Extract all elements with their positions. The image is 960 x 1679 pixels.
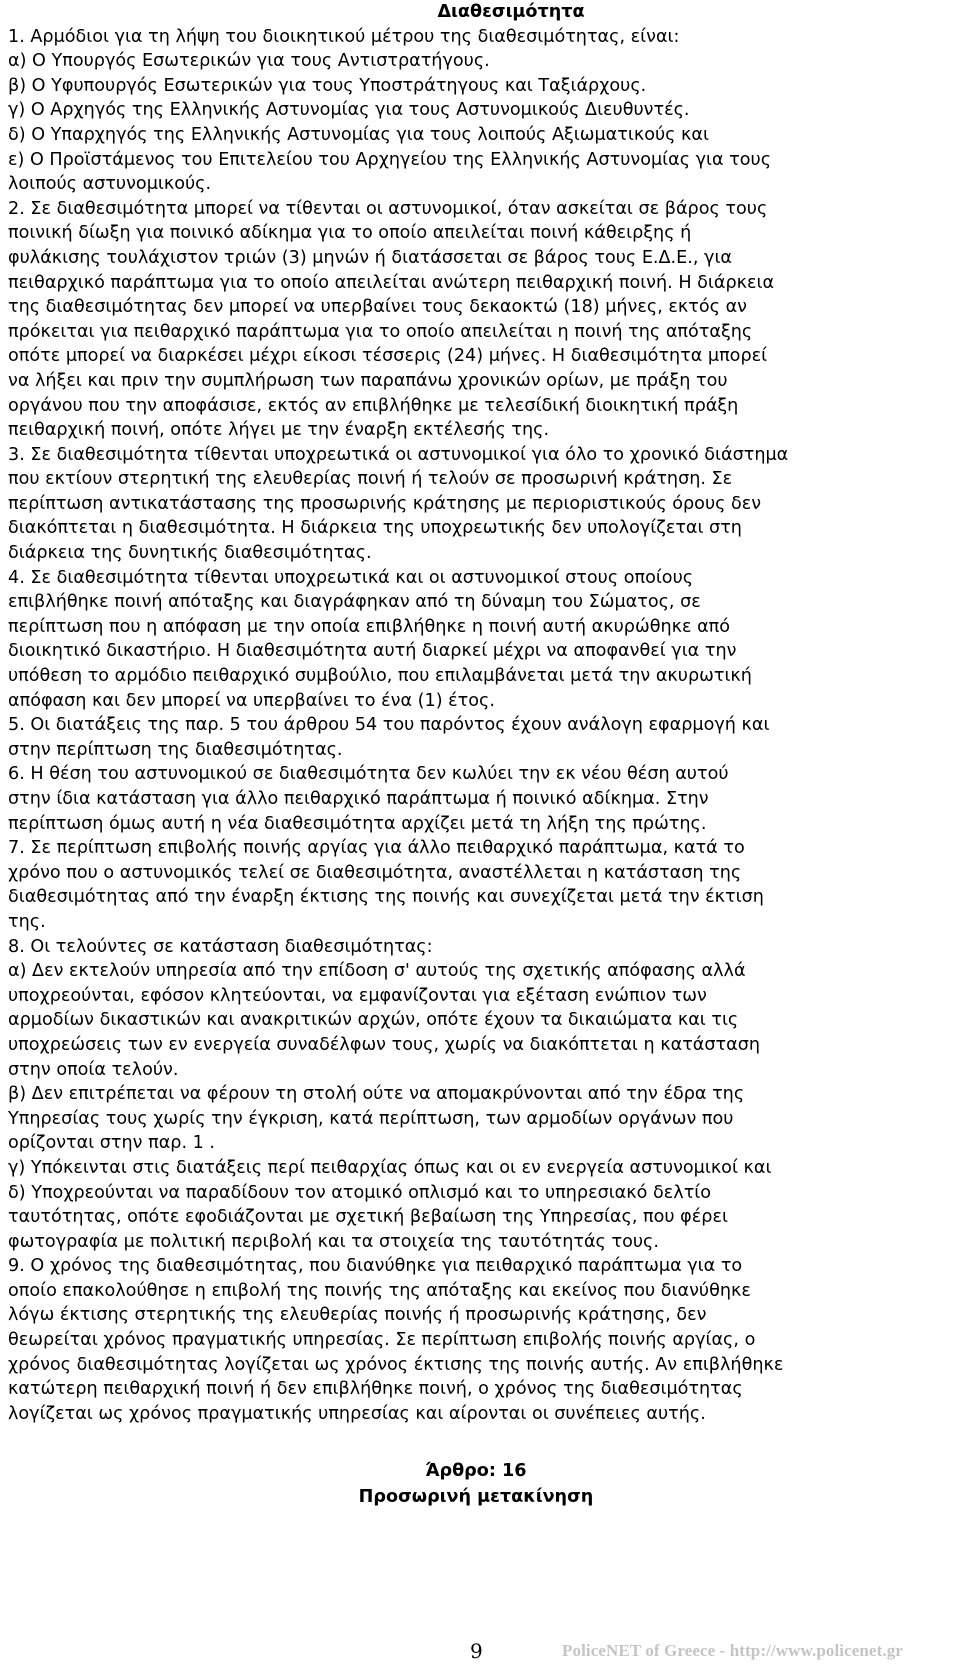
text-line: στην περίπτωση της διαθεσιμότητας. <box>8 739 343 760</box>
text-line: φυλάκισης τουλάχιστον τριών (3) μηνών ή διατάσσεται σε βάρος τους Ε.Δ.Ε., για <box>8 247 733 268</box>
text-line: α) Ο Υπουργός Εσωτερικών για τους Αντιστρατήγους. <box>8 51 490 72</box>
page-number: 9 <box>470 1639 483 1663</box>
section-heading: Διαθεσιμότητα <box>437 2 585 22</box>
text-line: λοιπούς αστυνομικούς. <box>8 174 212 195</box>
text-line: θεωρείται χρόνος πραγματικής υπηρεσίας. Σε περίπτωση επιβολής ποινής αργίας, ο <box>8 1330 756 1351</box>
text-line: στην ίδια κατάσταση για άλλο πειθαρχικό παράπτωμα ή ποινικό αδίκημα. Στην <box>8 789 709 809</box>
text-line: 2. Σε διαθεσιμότητα μπορεί να τίθενται οι αστυνομικοί, όταν ασκείται σε βάρος τους <box>8 198 768 219</box>
text-line: 3. Σε διαθεσιμότητα τίθενται υποχρεωτικά οι αστυνομικοί για όλο το χρονικό διάστημα <box>8 444 789 465</box>
text-line: αρμοδίων δικαστικών και ανακριτικών αρχών, οπότε έχουν τα δικαιώματα και τις <box>8 1010 739 1031</box>
section-spacer <box>8 1426 944 1458</box>
text-line: διάρκεια της δυνητικής διαθεσιμότητας. <box>8 543 372 564</box>
text-line: περίπτωση που η απόφαση με την οποία επιβλήθηκε η ποινή αυτή ακυρώθηκε από <box>8 616 731 637</box>
text-line: που εκτίουν στερητική της ελευθερίας ποινή ή τελούν σε προσωρινή κράτηση. Σε <box>8 469 733 490</box>
text-line: πρόκειται για πειθαρχικό παράπτωμα για το οποίο απειλείται η ποινή της απόταξης <box>8 321 753 342</box>
text-line: γ) Υπόκεινται στις διατάξεις περί πειθαρχίας όπως και οι εν ενεργεία αστυνομικοί και <box>8 1157 772 1178</box>
text-line: ε) Ο Προϊστάμενος του Επιτελείου του Αρχηγείου της Ελληνικής Αστυνομίας για τους <box>8 149 772 170</box>
text-line: περίπτωση αντικατάστασης της προσωρινής κράτησης με περιοριστικούς όρους δεν <box>8 493 762 514</box>
text-line: οπότε μπορεί να διαρκέσει μέχρι είκοσι τέσσερις (24) μήνες. Η διαθεσιμότητα μπορεί <box>8 346 768 367</box>
text-line: χρόνο που ο αστυνομικός τελεί σε διαθεσιμότητα, αναστέλλεται η κατάσταση της <box>8 862 742 883</box>
document-body <box>8 25 944 1427</box>
text-line: περίπτωση όμως αυτή η νέα διαθεσιμότητα αρχίζει μετά τη λήξη της πρώτης. <box>8 813 707 834</box>
text-line: πειθαρχική ποινή, οπότε λήγει με την έναρξη εκτέλεσής της. <box>8 420 550 441</box>
text-line: φωτογραφία με πολιτική περιβολή και τα στοιχεία της ταυτότητάς τους. <box>8 1231 659 1252</box>
text-line: οποίο επακολούθησε η επιβολή της ποινής της απόταξης και εκείνος που διανύθηκε <box>8 1280 751 1301</box>
text-line: 5. Οι διατάξεις της παρ. 5 του άρθρου 54 του παρόντος έχουν ανάλογη εφαρμογή και <box>8 715 770 736</box>
text-line: χρόνος διαθεσιμότητας λογίζεται ως χρόνος έκτισης της ποινής αυτής. Αν επιβλήθηκε <box>8 1354 784 1375</box>
text-line: λογίζεται ως χρόνος πραγματικής υπηρεσίας και αίρονται οι συνέπειες αυτής. <box>8 1403 706 1424</box>
text-line: 8. Οι τελούντες σε κατάσταση διαθεσιμότητας: <box>8 936 433 957</box>
text-line: Υπηρεσίας τους χωρίς την έγκριση, κατά περίπτωση, των αρμοδίων οργάνων που <box>8 1108 734 1129</box>
article-title: Προσωρινή μετακίνηση <box>358 1487 594 1508</box>
text-line: διακόπτεται η διαθεσιμότητα. Η διάρκεια της υποχρεωτικής δεν υπολογίζεται στη <box>8 518 742 539</box>
text-line: κατώτερη πειθαρχική ποινή ή δεν επιβλήθηκε ποινή, ο χρόνος της διαθεσιμότητας <box>8 1379 743 1400</box>
text-line: 1. Αρμόδιοι για τη λήψη του διοικητικού μέτρου της διαθεσιμότητας, είναι: <box>8 26 680 47</box>
text-line: 6. Η θέση του αστυνομικού σε διαθεσιμότητα δεν κωλύει την εκ νέου θέση αυτού <box>8 764 729 785</box>
text-line: β) Δεν επιτρέπεται να φέρουν τη στολή ούτε να απομακρύνονται από την έδρα της <box>8 1084 745 1105</box>
text-line: υπόθεση το αρμόδιο πειθαρχικό συμβούλιο, που επιλαμβάνεται μετά την ακυρωτική <box>8 666 752 687</box>
text-line: στην οποία τελούν. <box>8 1059 179 1080</box>
text-line: ορίζονται στην παρ. 1 . <box>8 1133 216 1154</box>
text-line: της διαθεσιμότητας δεν μπορεί να υπερβαίνει τους δεκαοκτώ (18) μήνες, εκτός αν <box>8 297 747 318</box>
text-line: δ) Ο Υπαρχηγός της Ελληνικής Αστυνομίας για τους λοιπούς Αξιωματικούς και <box>8 124 709 145</box>
text-line: δ) Υποχρεούνται να παραδίδουν τον ατομικό οπλισμό και το υπηρεσιακό δελτίο <box>8 1182 712 1203</box>
text-line: 4. Σε διαθεσιμότητα τίθενται υποχρεωτικά και οι αστυνομικοί στους οποίους <box>8 567 694 588</box>
text-line: υποχρεούνται, εφόσον κλητεύονται, να εμφανίζονται για εξέταση ενώπιον των <box>8 985 707 1006</box>
text-line: ταυτότητας, οπότε εφοδιάζονται με σχετική βεβαίωση της Υπηρεσίας, που φέρει <box>8 1207 728 1228</box>
document-page <box>8 0 944 1510</box>
site-watermark: PoliceNET of Greece - http://www.policenet.gr <box>562 1641 903 1660</box>
text-line: της. <box>8 911 46 932</box>
text-line: β) Ο Υφυπουργός Εσωτερικών για τους Υποστράτηγους και Ταξιάρχους. <box>8 75 647 96</box>
text-line: επιβλήθηκε ποινή απόταξης και διαγράφηκαν από τη δύναμη του Σώματος, σε <box>8 592 701 613</box>
text-line: υποχρεώσεις των εν ενεργεία συναδέλφων τους, χωρίς να διακόπτεται η κατάσταση <box>8 1034 761 1055</box>
text-line: διοικητικό δικαστήριο. Η διαθεσιμότητα αυτή διαρκεί μέχρι να αποφανθεί για την <box>8 641 737 662</box>
text-line: πειθαρχικό παράπτωμα για το οποίο απειλείται ανώτερη πειθαρχική ποινή. Η διάρκεια <box>8 272 775 293</box>
text-line: να λήξει και πριν την συμπλήρωση των παραπάνω χρονικών ορίων, με πράξη του <box>8 370 728 391</box>
text-line: απόφαση και δεν μπορεί να υπερβαίνει το ένα (1) έτος. <box>8 690 495 711</box>
text-line: γ) Ο Αρχηγός της Ελληνικής Αστυνομίας για τους Αστυνομικούς Διευθυντές. <box>8 100 690 121</box>
article-number: Άρθρο: 16 <box>425 1461 527 1482</box>
text-line: α) Δεν εκτελούν υπηρεσία από την επίδοση σ' αυτούς της σχετικής απόφασης αλλά <box>8 961 746 982</box>
text-line: 9. Ο χρόνος της διαθεσιμότητας, που διανύθηκε για πειθαρχικό παράπτωμα για το <box>8 1256 743 1277</box>
text-line: διαθεσιμότητας από την έναρξη έκτισης της ποινής και συνεχίζεται μετά την έκτιση <box>8 887 764 908</box>
text-line: ποινική δίωξη για ποινικό αδίκημα για το οποίο απειλείται ποινή κάθειρξης ή <box>8 223 692 244</box>
text-line: 7. Σε περίπτωση επιβολής ποινής αργίας για άλλο πειθαρχικό παράπτωμα, κατά το <box>8 838 745 859</box>
page-footer <box>0 1639 960 1673</box>
text-line: οργάνου που την αποφάσισε, εκτός αν επιβλήθηκε με τελεσίδική διοικητική πράξη <box>8 395 739 416</box>
text-line: λόγω έκτισης στερητικής της ελευθερίας ποινής ή προσωρινής κράτησης, δεν <box>8 1305 707 1326</box>
